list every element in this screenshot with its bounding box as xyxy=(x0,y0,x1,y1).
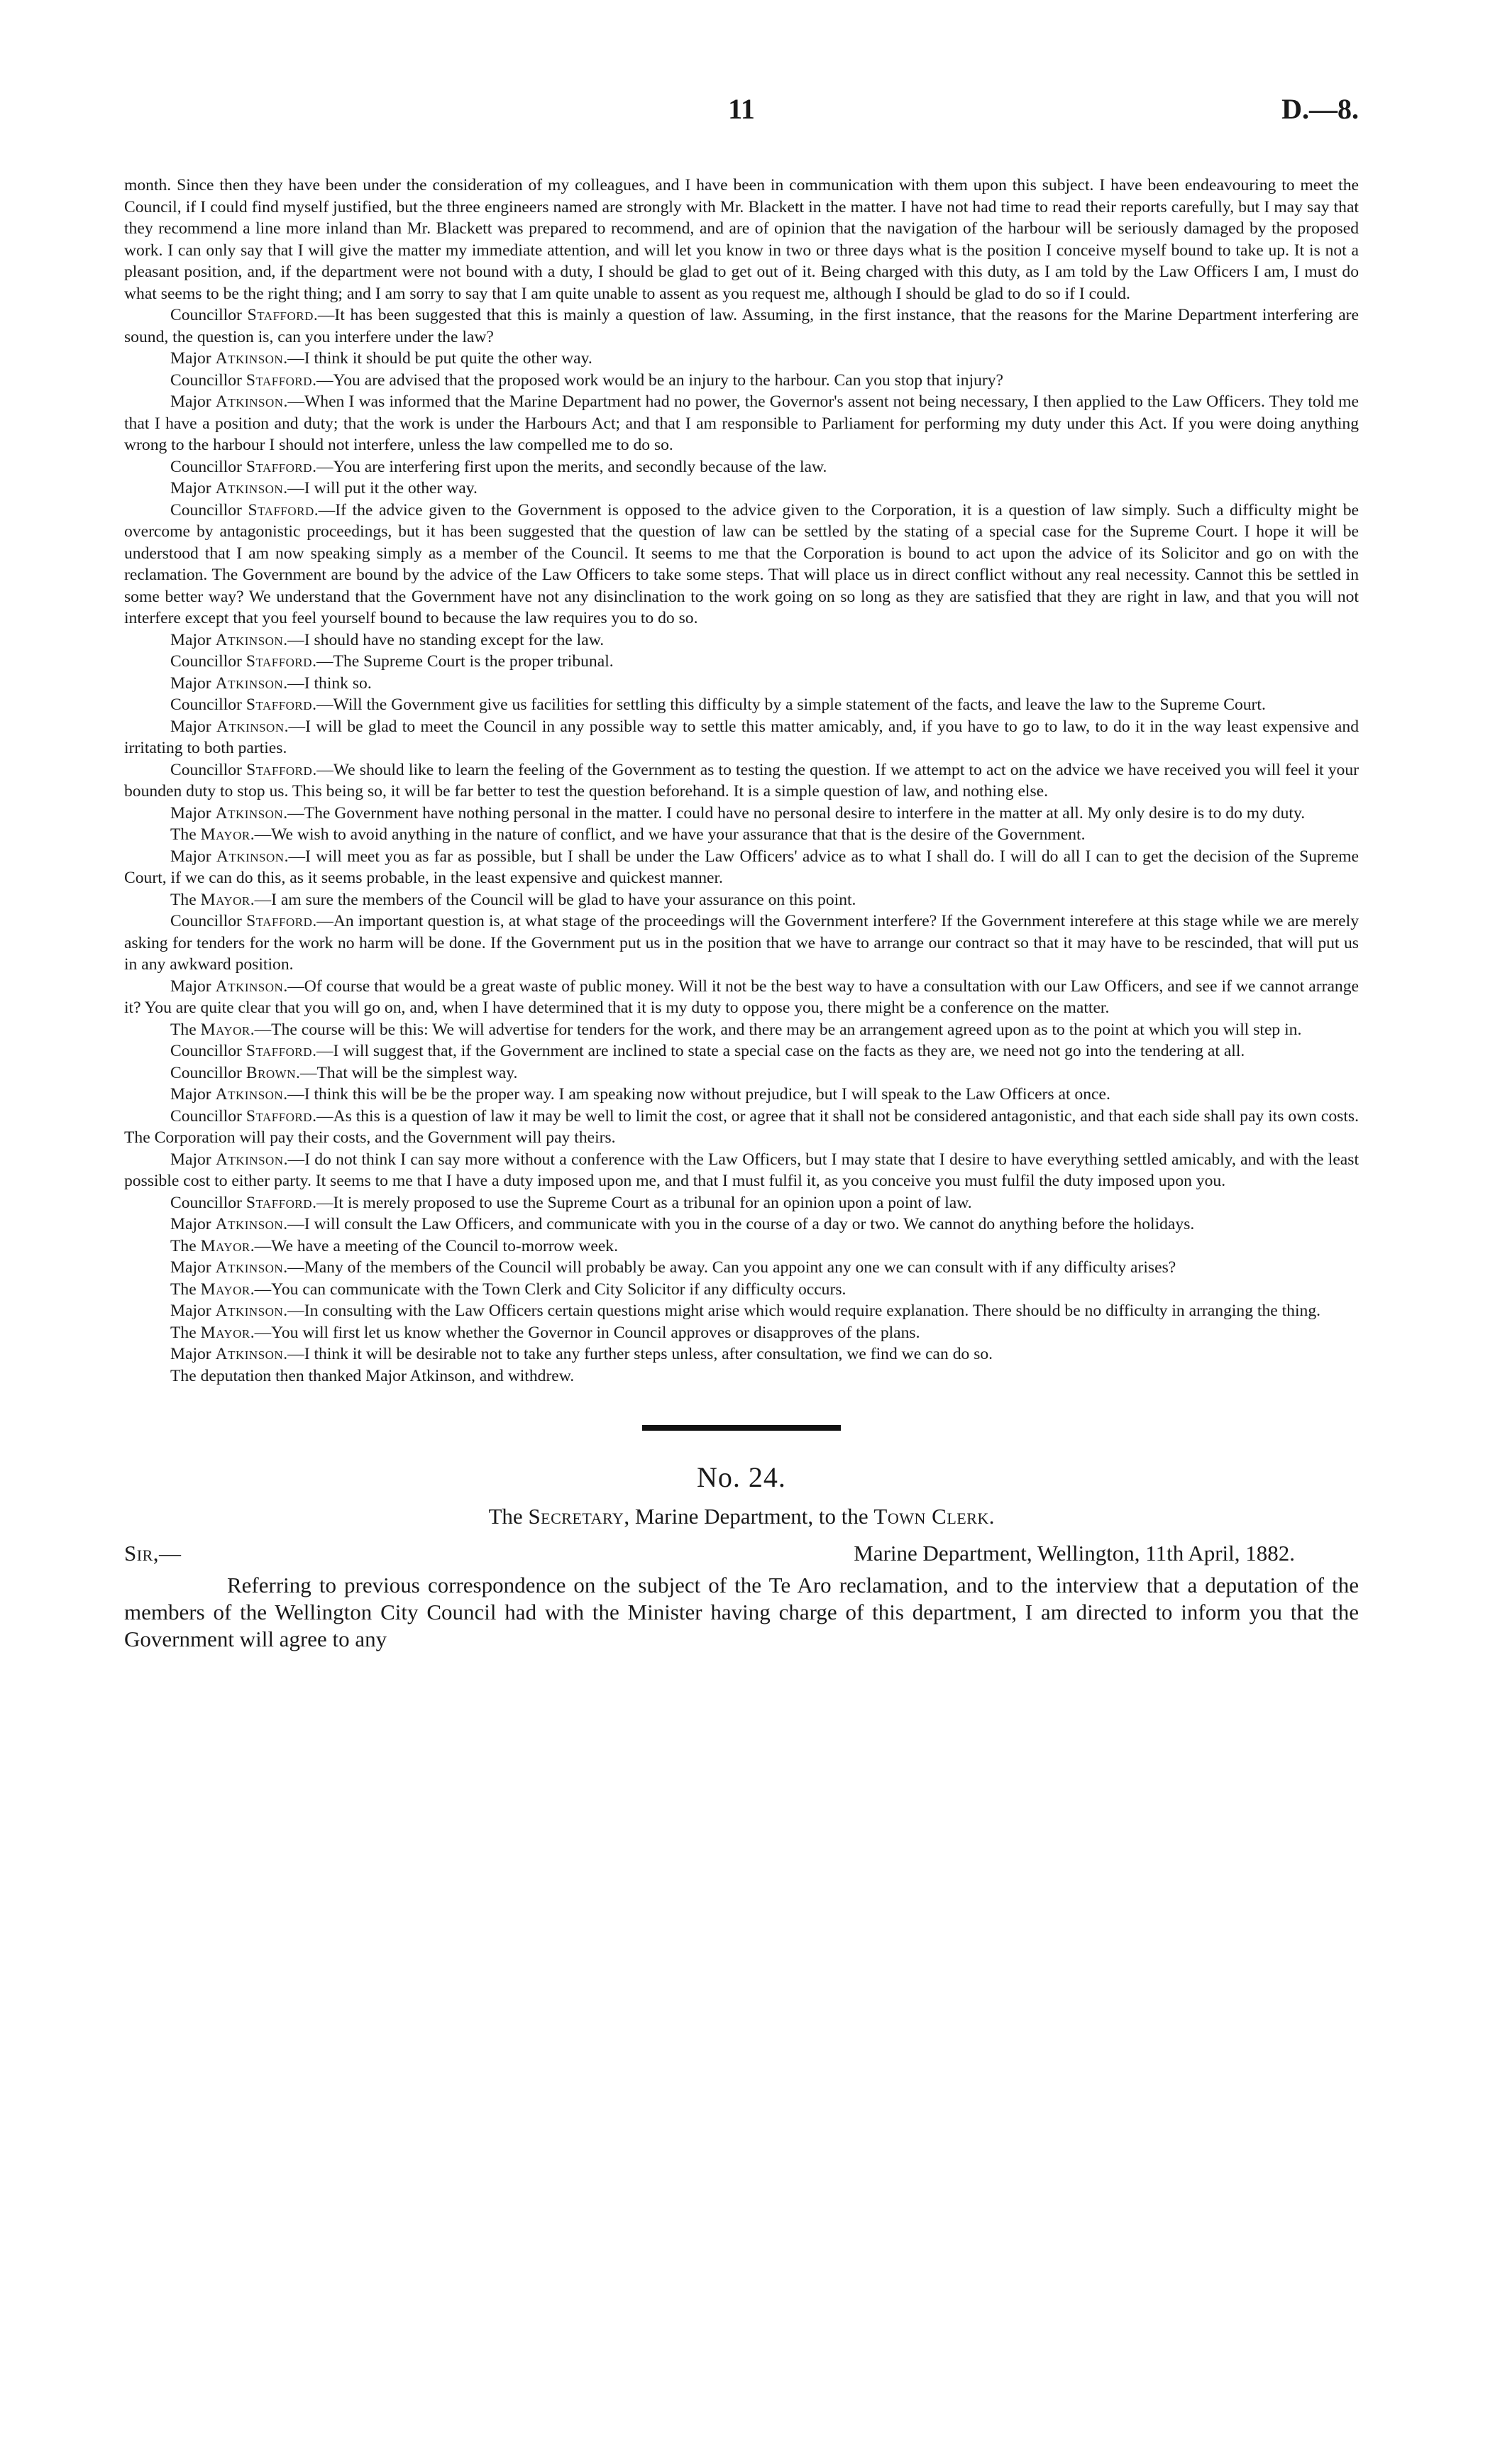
speaker-name: Atkinson xyxy=(215,1345,284,1363)
speaker-name: Stafford xyxy=(246,1193,313,1212)
paragraph-text: .—Many of the members of the Council will probably be away. Can you appoint any one we can consult with if any difficulty arises? xyxy=(283,1258,1176,1277)
transcript-paragraph xyxy=(124,500,1359,629)
speaker-prefix: The xyxy=(170,825,201,844)
transcript-paragraph xyxy=(124,348,1359,370)
paragraph-text: .—The course will be this: We will advertise for tenders for the work, and there may be an arrangement agreed upon as to the point at which you will step in. xyxy=(250,1020,1302,1039)
paragraph-text: .—I think it will be desirable not to take any further steps unless, after consultation, we find we can do so. xyxy=(283,1345,993,1363)
speaker-name: Stafford xyxy=(248,500,314,519)
speaker-prefix: Councillor xyxy=(170,760,247,779)
speaker-prefix: The xyxy=(170,1280,201,1299)
letter-salutation-row xyxy=(124,1541,1359,1569)
transcript-paragraph xyxy=(124,1343,1359,1365)
paragraph-text: .—We should like to learn the feeling of the Government as to testing the question. If we attempt to act on the advice we have received you will feel it your bounden duty to stop us. This being so, it will be far better to test the question beforehand. It is a simple question of law, and nothing else. xyxy=(124,760,1359,801)
paragraph-text: .—An important question is, at what stage of the proceedings will the Government interfere? If the Government interefere at this stage while we are merely asking for tenders for the work no harm will be done. If the Government put us in the position that we have to arrange our contract so that it may have to be rescinded, that will put us in any awkward position. xyxy=(124,912,1359,974)
speaker-prefix: Major xyxy=(170,479,216,497)
speaker-prefix: Councillor xyxy=(170,652,246,671)
speaker-name: Atkinson xyxy=(215,630,284,649)
speaker-prefix: Major xyxy=(170,1215,216,1233)
speaker-name: Atkinson xyxy=(215,479,284,497)
letter-heading-mid: , Marine Department, to the xyxy=(624,1504,874,1529)
speaker-prefix: The xyxy=(170,1020,201,1039)
paragraph-text: .—I do not think I can say more without a conference with the Law Officers, but I may state that I desire to have everything settled amicably, and with the least possible cost to either party. It seems to me that I have a duty imposed upon me, and that I must fulfil it, as you conceive you must fulfil the duty imposed upon you. xyxy=(124,1150,1359,1190)
speaker-name: Atkinson xyxy=(215,392,284,411)
paragraph-text: .—I will suggest that, if the Government are inclined to state a special case on the facts as they are, we need not go into the tendering at all. xyxy=(312,1042,1245,1060)
speaker-name: Mayor xyxy=(200,1323,250,1342)
paragraph-text: .—We wish to avoid anything in the nature of conflict, and we have your assurance that that is the desire of the Government. xyxy=(250,825,1086,844)
paragraph-text: .—You are interfering first upon the merits, and secondly because of the law. xyxy=(312,457,827,476)
speaker-prefix: Councillor xyxy=(170,695,246,714)
paragraph-text: .—We have a meeting of the Council to-morrow week. xyxy=(250,1236,619,1255)
speaker-prefix: Major xyxy=(170,1345,216,1363)
transcript-paragraph xyxy=(124,1236,1359,1258)
speaker-prefix: The xyxy=(170,1323,201,1342)
paragraph-text: .—I think so. xyxy=(283,673,372,693)
speaker-name: Stafford xyxy=(246,760,313,779)
speaker-prefix: Councillor xyxy=(170,1106,246,1126)
document-page xyxy=(124,92,1359,1653)
speaker-name: Atkinson xyxy=(215,673,284,693)
transcript-paragraph xyxy=(124,478,1359,500)
paragraph-text: .—I think this will be be the proper way. I am speaking now without prejudice, but I will speak to the Law Officers at once. xyxy=(283,1085,1110,1104)
transcript-paragraph xyxy=(124,1365,1359,1387)
speaker-name: Mayor xyxy=(200,890,250,909)
transcript-paragraph xyxy=(124,1062,1359,1084)
paragraph-text: .—I will consult the Law Officers, and communicate with you in the course of a day or two. We cannot do anything before the holidays. xyxy=(283,1215,1195,1233)
transcript-paragraph xyxy=(124,391,1359,456)
transcript-paragraph xyxy=(124,759,1359,803)
speaker-name: Stafford xyxy=(246,1106,313,1126)
speaker-prefix: Councillor xyxy=(170,370,246,390)
paragraph-text: .—I am sure the members of the Council will be glad to have your assurance on this point. xyxy=(250,890,856,909)
paragraph-text: .—I will be glad to meet the Council in any possible way to settle this matter amicably, and, if you have to go to law, to do it in the way least expensive and irritating to both parties. xyxy=(124,717,1359,757)
interview-transcript xyxy=(124,175,1359,1387)
speaker-name: Stafford xyxy=(246,695,313,714)
transcript-paragraph xyxy=(124,911,1359,976)
letter-salutation: Sir,— xyxy=(124,1541,182,1566)
letter-heading xyxy=(124,1504,1359,1529)
speaker-name: Brown xyxy=(246,1063,297,1082)
speaker-name: Mayor xyxy=(200,1280,250,1299)
paragraph-text: .—I should have no standing except for the law. xyxy=(283,630,605,649)
letter-number: No. 24. xyxy=(697,1461,786,1493)
document-reference: D.—8. xyxy=(1281,93,1359,125)
paragraph-text: .—I will put it the other way. xyxy=(283,479,478,497)
transcript-paragraph xyxy=(124,1040,1359,1062)
transcript-paragraph xyxy=(124,629,1359,651)
section-divider xyxy=(642,1425,841,1431)
transcript-paragraph xyxy=(124,1257,1359,1279)
paragraph-text: .—I think it should be put quite the other way. xyxy=(283,349,592,368)
transcript-paragraph xyxy=(124,370,1359,392)
speaker-prefix: Major xyxy=(170,717,216,736)
transcript-paragraph xyxy=(124,1279,1359,1301)
speaker-prefix: Councillor xyxy=(170,1193,246,1212)
speaker-prefix: Councillor xyxy=(170,1042,246,1060)
page-header xyxy=(124,92,1359,142)
speaker-prefix: Major xyxy=(170,1150,216,1169)
speaker-name: Stafford xyxy=(246,652,313,671)
speaker-prefix: The xyxy=(170,890,201,909)
transcript-paragraph xyxy=(124,803,1359,825)
transcript-paragraph xyxy=(124,824,1359,846)
speaker-prefix: Major xyxy=(170,977,216,996)
speaker-prefix: Major xyxy=(170,1302,216,1320)
paragraph-text: .—The Government have nothing personal in the matter. I could have no personal desire to interfere in the matter at all. My only desire is to do my duty. xyxy=(283,803,1306,823)
speaker-name: Mayor xyxy=(200,1020,250,1039)
transcript-paragraph xyxy=(124,1149,1359,1192)
speaker-prefix: Councillor xyxy=(170,912,247,930)
paragraph-text: .—If the advice given to the Government is opposed to the advice given to the Corporation, it is a question of law simply. Such a difficulty might be overcome by antagonistic proceedings, but it has been suggested that the question of law can be settled by the stating of a special case for the Supreme Court. I hope it will be understood that I am now speaking simply as a member of the Council. It seems to me that the Corporation is bound to act upon the advice of its Solicitor and go on with the reclamation. The Government are bound by the advice of the Law Officers to take some steps. That will place us in direct conflict without any real necessity. Cannot this be settled in some better way? We understand that the Government have not any disinclination to the work going on so long as they are satisfied that they are right in law, and that you will not interfere except that you feel yourself bound to because the law requires you to do so. xyxy=(124,500,1359,627)
speaker-name: Atkinson xyxy=(215,1302,284,1320)
speaker-name: Atkinson xyxy=(215,1085,284,1104)
speaker-name: Stafford xyxy=(246,370,313,390)
speaker-prefix: Councillor xyxy=(170,306,248,324)
speaker-name: Stafford xyxy=(246,1042,313,1060)
letter-heading-pre: The xyxy=(488,1504,529,1529)
speaker-prefix: Major xyxy=(170,673,216,693)
speaker-name: Atkinson xyxy=(215,977,284,996)
paragraph-text: .—When I was informed that the Marine Department had no power, the Governor's assent not being necessary, I then applied to the Law Officers. They told me that I have a position and duty; that the work is under the Harbours Act; and that I am responsible to Parliament for performing my duty under this Act. If you were doing anything wrong to the harbour I should not interfere, unless the law compelled me to do so. xyxy=(124,392,1359,454)
letter-heading-end: . xyxy=(988,1504,995,1529)
transcript-paragraph xyxy=(124,1106,1359,1149)
speaker-prefix: Major xyxy=(170,1258,216,1277)
speaker-name: Atkinson xyxy=(215,349,284,368)
letter-heading-from: Secretary xyxy=(528,1504,624,1529)
transcript-paragraph xyxy=(124,1300,1359,1322)
paragraph-text: month. Since then they have been under the consideration of my colleagues, and I have been in communication with them upon this subject. I have been endeavouring to meet the Council, if I could find myself justified, but the three engineers named are strongly with Mr. Blackett in the matter. I have not had time to read their reports carefully, but I may say that they recommend a line more inland than Mr. Blackett was prepared to recommend, and are of opinion that the navigation of the harbour will be seriously damaged by the proposed work. I can only say that I will give the matter my immediate attention, and will let you know in two or three days what is the position I conceive myself bound to take up. It is not a pleasant position, and, if the department were not bound with a duty, I should be glad to get out of it. Being charged with this duty, as I am told by the Law Officers I am, I must do what seems to be the right thing; and I am sorry to say that I am quite unable to assent as you request me, although I should be glad to do so if I could. xyxy=(124,176,1359,303)
speaker-prefix: Major xyxy=(170,803,216,823)
transcript-paragraph xyxy=(124,846,1359,889)
transcript-paragraph xyxy=(124,456,1359,478)
transcript-paragraph xyxy=(124,1214,1359,1236)
speaker-prefix: Major xyxy=(170,630,216,649)
paragraph-text: .—As this is a question of law it may be well to limit the cost, or agree that it shall not be considered antagonistic, and that each side shall pay its own costs. The Corporation will pay their costs, and the Government will pay theirs. xyxy=(124,1106,1359,1147)
transcript-paragraph xyxy=(124,1322,1359,1344)
transcript-paragraph xyxy=(124,1192,1359,1214)
speaker-name: Mayor xyxy=(200,825,250,844)
transcript-paragraph xyxy=(124,976,1359,1019)
paragraph-text: .—The Supreme Court is the proper tribunal. xyxy=(312,652,614,671)
transcript-paragraph xyxy=(124,651,1359,673)
transcript-paragraph xyxy=(124,889,1359,911)
transcript-paragraph xyxy=(124,716,1359,759)
paragraph-text: .—I will meet you as far as possible, but I shall be under the Law Officers' advice as to what I shall do. I will do all I can to get the decision of the Supreme Court, if we can do this, as it seems probable, in the least expensive and quickest manner. xyxy=(124,847,1359,887)
speaker-prefix: The xyxy=(170,1236,201,1255)
transcript-paragraph xyxy=(124,304,1359,348)
letter-heading-to: Town Clerk xyxy=(873,1504,989,1529)
transcript-paragraph xyxy=(124,175,1359,304)
speaker-prefix: Major xyxy=(170,349,216,368)
transcript-paragraph xyxy=(124,1019,1359,1041)
speaker-name: Atkinson xyxy=(215,803,284,823)
speaker-prefix: Major xyxy=(170,1085,216,1104)
speaker-name: Stafford xyxy=(247,306,314,324)
speaker-prefix: Major xyxy=(170,392,216,411)
speaker-name: Mayor xyxy=(200,1236,250,1255)
speaker-name: Stafford xyxy=(246,457,313,476)
paragraph-text: .—It is merely proposed to use the Supreme Court as a tribunal for an opinion upon a point of law. xyxy=(312,1193,972,1212)
speaker-prefix: Councillor xyxy=(170,1063,246,1082)
page-number: 11 xyxy=(728,93,755,125)
speaker-name: Atkinson xyxy=(216,717,285,736)
speaker-name: Atkinson xyxy=(216,847,285,866)
transcript-paragraph xyxy=(124,673,1359,695)
transcript-paragraph xyxy=(124,1084,1359,1106)
speaker-prefix: Councillor xyxy=(170,457,246,476)
paragraph-text: .—Of course that would be a great waste of public money. Will it not be the best way to have a consultation with our Law Officers, and see if we cannot arrange it? You are quite clear that you will go on, and, when I have determined that it is my duty to oppose you, there might be a conference on the matter. xyxy=(124,977,1359,1017)
speaker-name: Stafford xyxy=(246,912,313,930)
paragraph-text: .—You can communicate with the Town Clerk and City Solicitor if any difficulty occurs. xyxy=(250,1280,846,1299)
speaker-name: Atkinson xyxy=(215,1215,284,1233)
paragraph-text: .—Will the Government give us facilities for settling this difficulty by a simple statement of the facts, and leave the law to the Supreme Court. xyxy=(312,695,1266,714)
speaker-prefix: Major xyxy=(170,847,216,866)
paragraph-text: .—You are advised that the proposed work would be an injury to the harbour. Can you stop that injury? xyxy=(312,370,1004,390)
speaker-name: Atkinson xyxy=(215,1258,284,1277)
transcript-paragraph xyxy=(124,694,1359,716)
paragraph-text: .—You will first let us know whether the Governor in Council approves or disapproves of the plans. xyxy=(250,1323,920,1342)
letter-body xyxy=(124,1572,1359,1653)
paragraph-text: .—In consulting with the Law Officers certain questions might arise which would require explanation. There should be no difficulty in arranging the thing. xyxy=(283,1302,1321,1320)
letter-place-date: Marine Department, Wellington, 11th April, 1882. xyxy=(854,1541,1295,1566)
paragraph-text: .—That will be the simplest way. xyxy=(296,1063,518,1082)
letter-paragraph: Referring to previous correspondence on the subject of the Te Aro reclamation, and to the interview that a deputation of the members of the Wellington City Council had with the Minister having charge of this department, I am directed to inform you that the Government will agree to any xyxy=(124,1573,1359,1651)
speaker-name: Atkinson xyxy=(215,1150,284,1169)
paragraph-text: .—It has been suggested that this is mainly a question of law. Assuming, in the first instance, that the reasons for the Marine Department interfering are sound, the question is, can you interfere under the law? xyxy=(124,306,1359,346)
speaker-prefix: Councillor xyxy=(170,500,248,519)
paragraph-text: The deputation then thanked Major Atkinson, and withdrew. xyxy=(170,1366,575,1385)
